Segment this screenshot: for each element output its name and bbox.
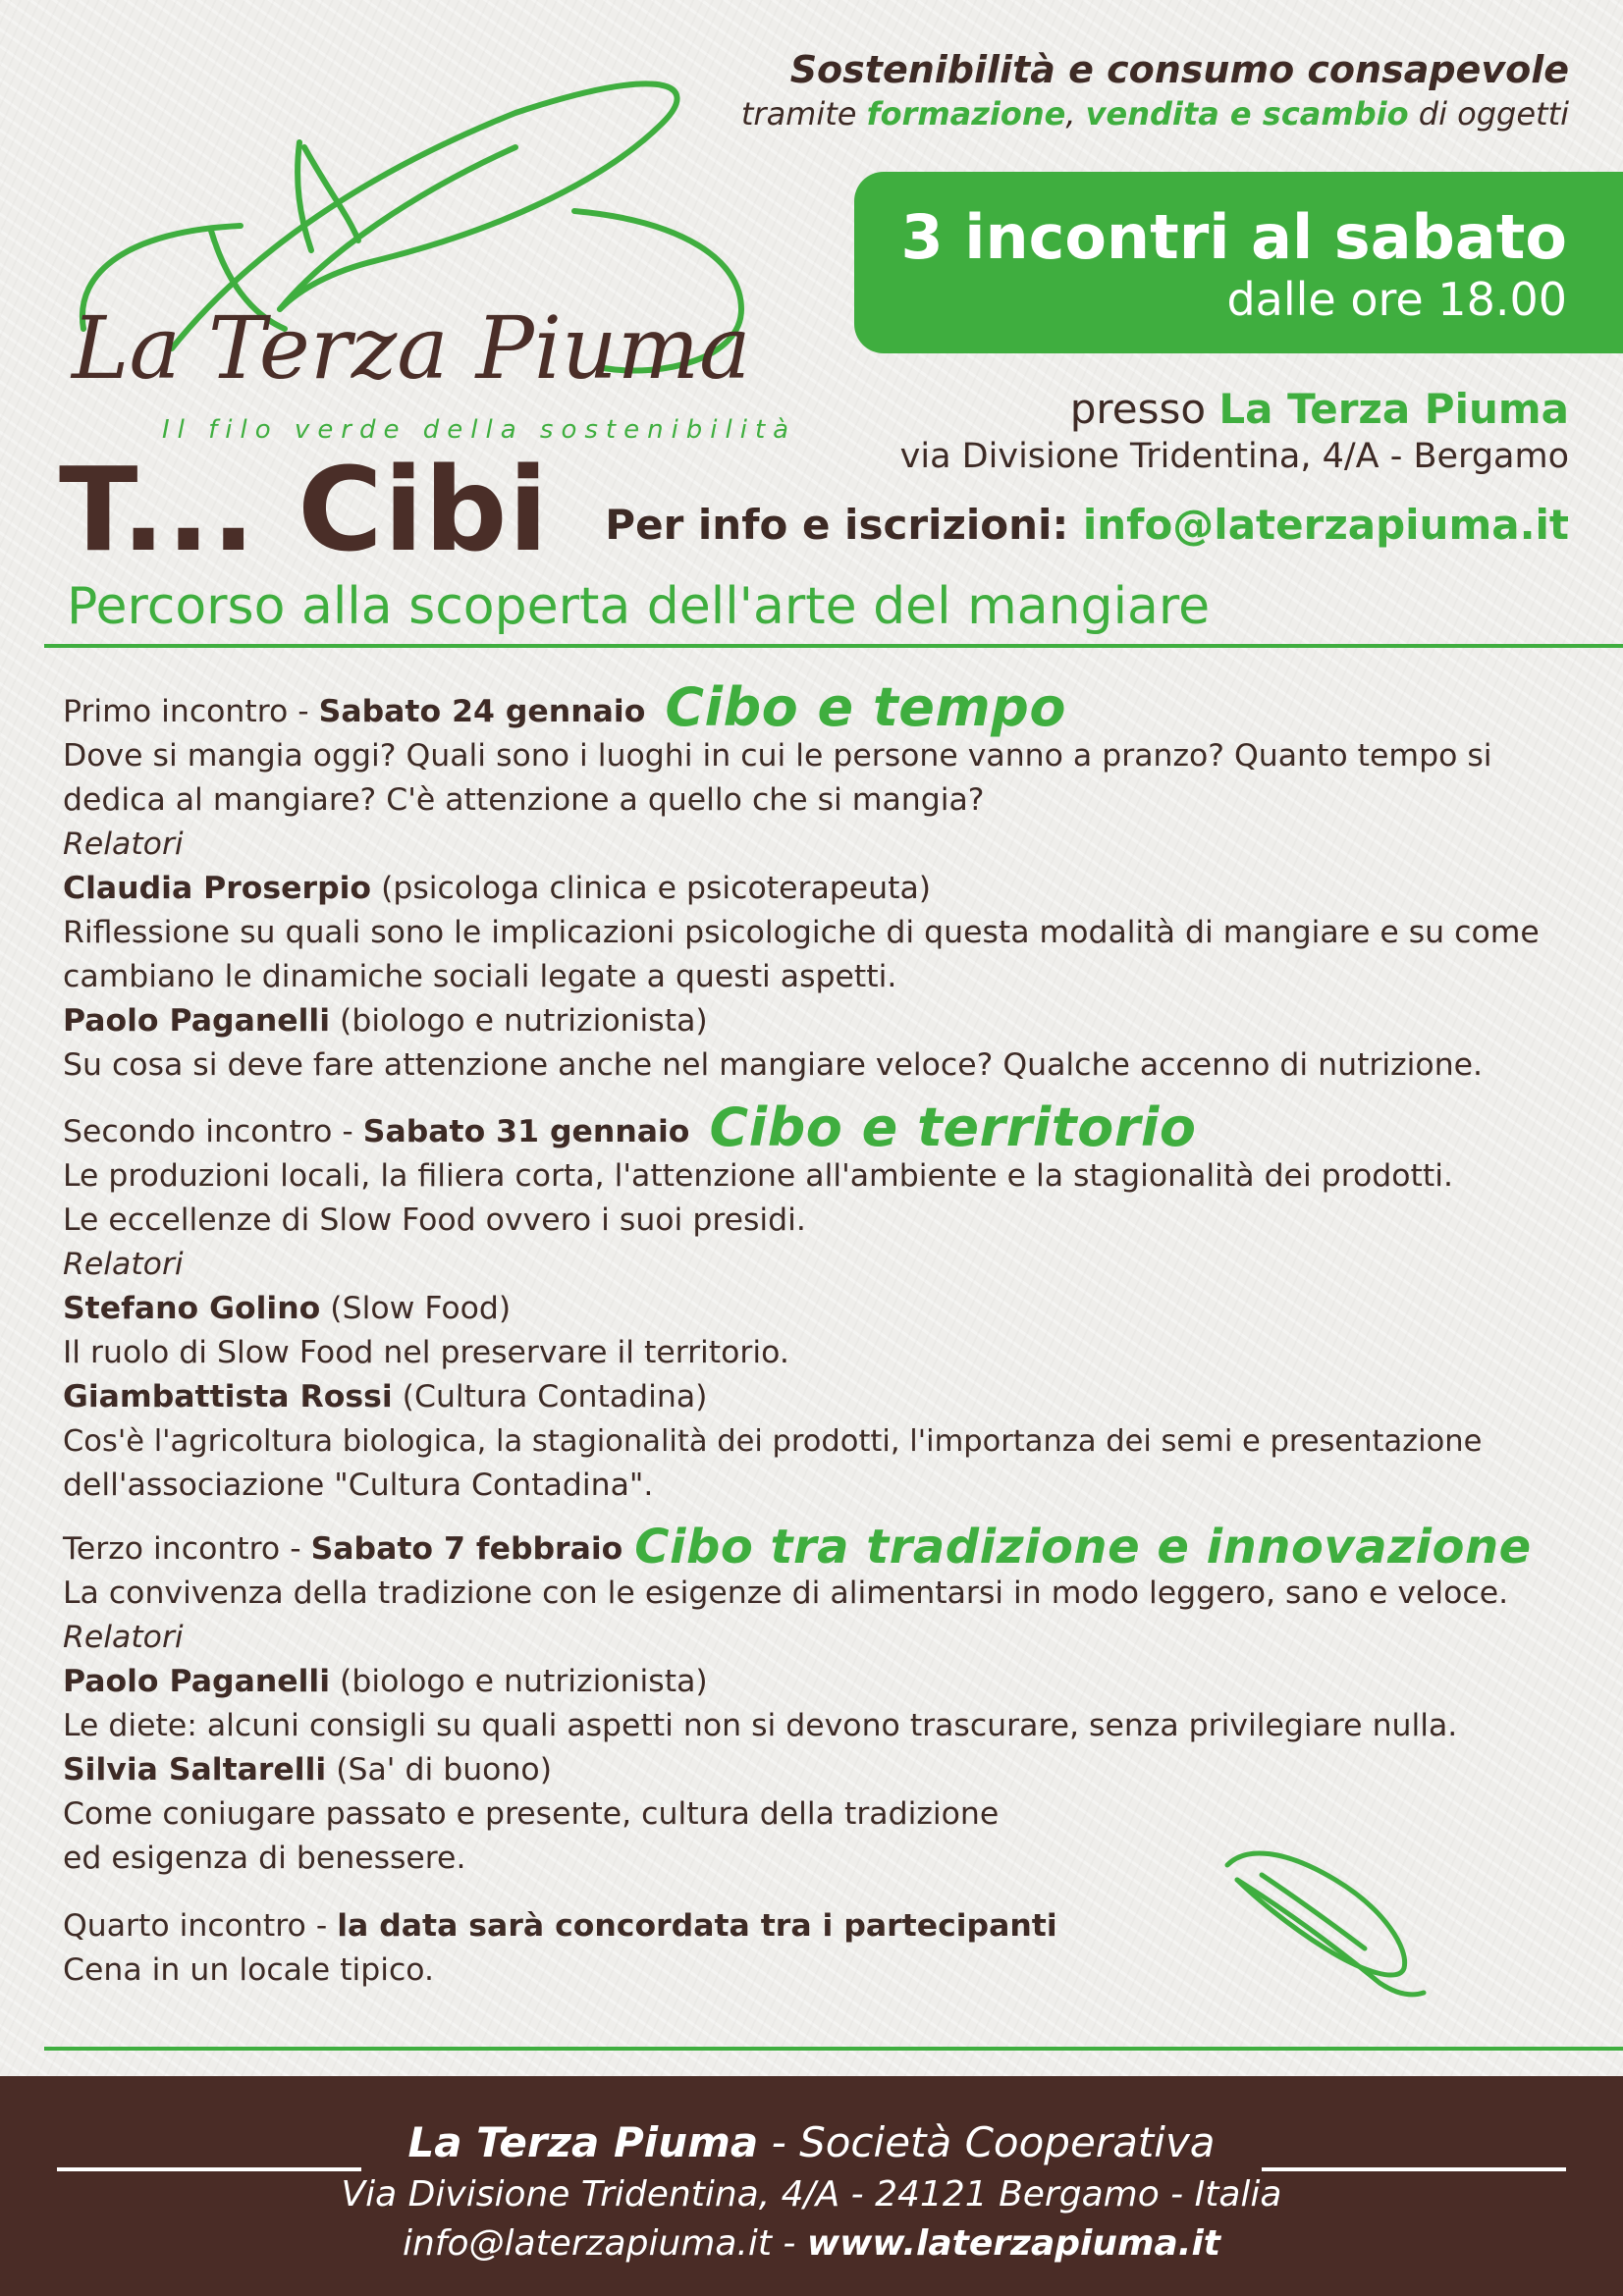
page-title: T... Cibi	[59, 442, 550, 577]
schedule-title: 3 incontri al sabato	[900, 201, 1567, 273]
speaker-text: ed esigenza di benessere.	[63, 1841, 466, 1876]
speaker-role: (Sa' di buono)	[326, 1752, 552, 1788]
footer-bar-right	[1262, 2167, 1566, 2171]
meeting-topic: Cibo e tempo	[665, 676, 1066, 738]
speaker-role: (Slow Food)	[320, 1291, 512, 1326]
meeting-date: Sabato 7 febbraio	[310, 1531, 623, 1567]
top-divider	[44, 644, 1623, 648]
meeting-text: Le produzioni locali, la filiera corta, l'attenzione all'ambiente e la stagionalità dei prodotti.	[63, 1158, 1453, 1194]
speaker	[63, 1375, 1580, 1419]
meeting-2	[63, 1096, 1580, 1508]
venue-name-line	[900, 385, 1569, 434]
meeting-topic: Cibo tra tradizione e innovazione	[634, 1520, 1532, 1575]
speaker-text: dell'associazione "Cultura Contadina".	[63, 1468, 654, 1503]
slogan-highlight: vendita e scambio	[1085, 94, 1409, 133]
meeting-text: Cena in un locale tipico.	[63, 1952, 435, 1988]
speaker-text: Su cosa si deve fare attenzione anche nel mangiare veloce? Qualche accenno di nutrizione.	[63, 1047, 1484, 1083]
schedule-time: dalle ore 18.00	[1226, 273, 1567, 326]
meeting-header	[63, 676, 1580, 738]
speaker-text: Come coniugare passato e presente, cultura della tradizione	[63, 1796, 1000, 1832]
meeting-text: Dove si mangia oggi? Quali sono i luoghi in cui le persone vanno a pranzo? Quanto tempo si	[63, 738, 1492, 774]
meeting-date: Sabato 31 gennaio	[362, 1114, 690, 1149]
speaker	[63, 1287, 1580, 1331]
speaker-role: (Cultura Contadina)	[392, 1379, 708, 1415]
footer-company	[0, 2118, 1623, 2166]
page-subtitle: Percorso alla scoperta dell'arte del mangiare	[67, 577, 1211, 636]
speaker	[63, 1748, 1580, 1792]
speaker-name: Stefano Golino	[63, 1291, 321, 1326]
info-line	[605, 501, 1569, 549]
speaker-text: Le diete: alcuni consigli su quali aspetti non si devono trascurare, senza privilegiare nulla.	[63, 1708, 1458, 1743]
tagline: Il filo verde della sostenibilità	[162, 415, 797, 445]
footer-address: Via Divisione Tridentina, 4/A - 24121 Bergamo - Italia	[341, 2174, 1282, 2215]
meeting-date: la data sarà concordata tra i partecipanti	[337, 1908, 1057, 1944]
slogan-text: di oggetti	[1408, 94, 1569, 133]
speakers-label: Relatori	[63, 1247, 184, 1282]
logo-text: La Terza Piuma	[72, 297, 751, 399]
footer-contacts	[0, 2223, 1623, 2264]
slogan-line2	[741, 94, 1569, 133]
meeting-topic: Cibo e territorio	[709, 1096, 1197, 1158]
meeting-text: Le eccellenze di Slow Food ovvero i suoi presidi.	[63, 1202, 806, 1238]
speaker-name: Claudia Proserpio	[63, 871, 372, 906]
logo	[54, 54, 800, 427]
speakers-label: Relatori	[63, 1620, 184, 1655]
speaker-name: Paolo Paganelli	[63, 1664, 331, 1699]
bottom-divider	[44, 2047, 1623, 2051]
speaker-role: (biologo e nutrizionista)	[330, 1003, 708, 1039]
footer-company-name: La Terza Piuma	[407, 2118, 759, 2166]
meeting-1	[63, 676, 1580, 1088]
footer-email-link[interactable]: info@laterzapiuma.it	[402, 2223, 772, 2264]
footer-company-type: - Società Cooperativa	[758, 2118, 1216, 2166]
schedule-box	[854, 172, 1623, 353]
speaker-text: Riflessione su quali sono le implicazioni psicologiche di questa modalità di mangiare e su come	[63, 915, 1540, 950]
speaker-name: Paolo Paganelli	[63, 1003, 331, 1039]
footer-bar-left	[57, 2167, 361, 2171]
speaker-role: (biologo e nutrizionista)	[330, 1664, 708, 1699]
slogan-text: tramite	[740, 94, 867, 133]
slogan-highlight: formazione	[866, 94, 1066, 133]
venue-name: La Terza Piuma	[1218, 385, 1569, 433]
meeting-label: Primo incontro -	[63, 694, 319, 729]
meeting-label: Quarto incontro -	[63, 1908, 338, 1944]
speaker	[63, 867, 1580, 911]
venue-address: via Divisione Tridentina, 4/A - Bergamo	[899, 437, 1569, 477]
slogan	[741, 47, 1569, 133]
footer-separator: -	[771, 2223, 807, 2264]
slogan-text: ,	[1065, 94, 1086, 133]
meeting-label: Secondo incontro -	[63, 1114, 363, 1149]
speaker-text: Cos'è l'agricoltura biologica, la stagionalità dei prodotti, l'importanza dei semi e presentazione	[63, 1424, 1483, 1459]
footer-website-link[interactable]: www.laterzapiuma.it	[806, 2223, 1221, 2264]
meeting-3	[63, 1520, 1580, 1881]
meeting-header	[63, 1520, 1580, 1575]
speakers-label: Relatori	[63, 827, 184, 862]
meeting-date: Sabato 24 gennaio	[318, 694, 646, 729]
meeting-label: Terzo incontro -	[63, 1531, 311, 1567]
info-label: Per info e iscrizioni:	[605, 501, 1083, 549]
speaker-text: Il ruolo di Slow Food nel preservare il territorio.	[63, 1335, 789, 1370]
speaker	[63, 999, 1580, 1043]
info-email-link[interactable]: info@laterzapiuma.it	[1082, 501, 1569, 549]
footer	[0, 2076, 1623, 2296]
venue-prefix: presso	[1069, 385, 1219, 433]
feather-small-icon	[1208, 1836, 1443, 2002]
meeting-text: La convivenza della tradizione con le esigenze di alimentarsi in modo leggero, sano e veloce.	[63, 1575, 1509, 1611]
meeting-text: dedica al mangiare? C'è attenzione a quello che si mangia?	[63, 782, 985, 818]
slogan-line1: Sostenibilità e consumo consapevole	[789, 48, 1569, 91]
speaker	[63, 1660, 1580, 1704]
venue	[900, 385, 1569, 481]
speaker-role: (psicologa clinica e psicoterapeuta)	[371, 871, 932, 906]
speaker-text: cambiano le dinamiche sociali legate a questi aspetti.	[63, 959, 897, 994]
speaker-name: Giambattista Rossi	[63, 1379, 393, 1415]
program	[63, 676, 1580, 1993]
speaker-name: Silvia Saltarelli	[63, 1752, 327, 1788]
meeting-header	[63, 1096, 1580, 1158]
